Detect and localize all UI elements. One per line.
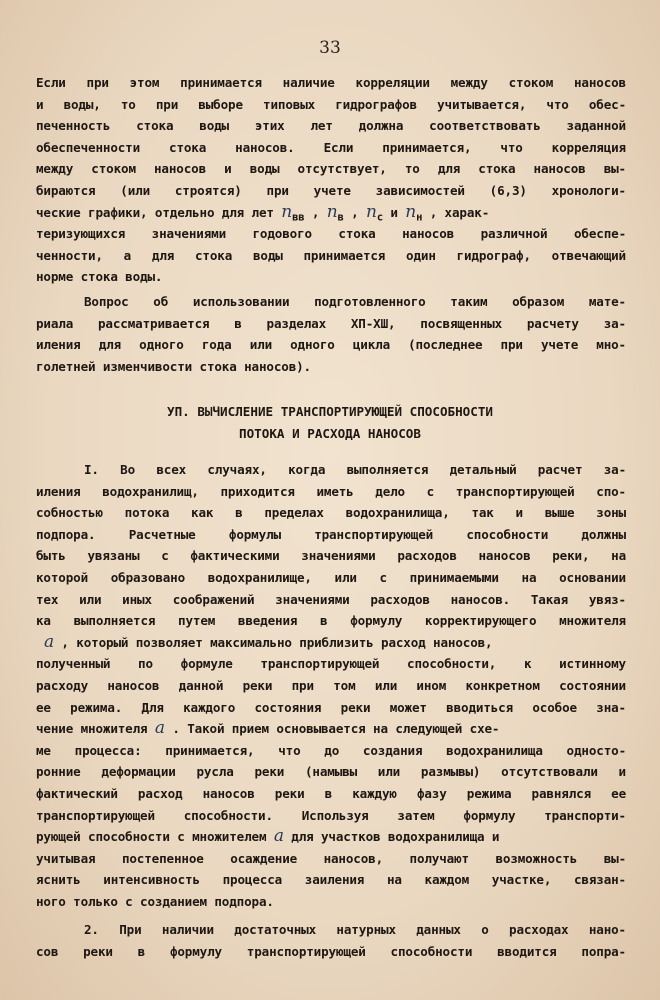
text-line: теризующихся значениями годового стока наносов различной обеспе- [36, 226, 626, 242]
text-line: Если при этом принимается наличие корреляции между стоком наносов [36, 75, 626, 90]
text-line: фактический расход наносов реки в каждую фазу режима равнялся ее [36, 785, 626, 801]
symbol-alpha: a [154, 718, 165, 739]
text-line-with-symbol [36, 826, 626, 848]
paragraph-correlation [36, 72, 626, 288]
text-fragment: , [343, 204, 366, 220]
section-heading [0, 401, 660, 445]
text-line: ме процесса: принимается, что до создания водохранилища односто- [36, 742, 626, 758]
text-fragment: . Такой прием основывается на следующей схе- [164, 721, 500, 737]
text-line: бираются (или строятся) при учете зависимостей (6,3) хронологи- [36, 182, 626, 198]
text-line: голетней изменчивости стока наносов). [36, 358, 311, 374]
text-line: расходу наносов данной реки при том или ином конкретном состоянии [36, 677, 626, 693]
text-line: обеспеченности стока наносов. Если принимается, что корреляция [36, 139, 626, 155]
text-line: учитывая постепенное осаждение наносов, получают возможность вы- [36, 850, 626, 866]
text-line: ченности, а для стока воды принимается один гидрограф, отвечающий [36, 247, 626, 263]
text-line: быть увязаны с фактическими значениями расходов наносов реки, на [36, 548, 626, 564]
text-fragment: чение множителя [36, 721, 155, 737]
text-line: тех или иных соображений значениями расходов наносов. Такая увяз- [36, 591, 626, 607]
text-fragment: рующей способности с множителем [36, 829, 274, 845]
text-fragment: , [304, 204, 327, 220]
text-fragment: ческие графики, отдельно для лет [36, 204, 282, 220]
paragraph-field-data [36, 919, 626, 962]
symbol-n: n [405, 201, 417, 222]
text-line: подпора. Расчетные формулы транспортирующей способности должны [36, 526, 626, 542]
text-line: иления для одного года или одного цикла (последнее при учете мно- [36, 337, 626, 353]
paragraph-transport-capacity [36, 459, 626, 912]
text-line: полученный по формуле транспортирующей способности, к истинному [36, 656, 626, 672]
text-line: ронние деформации русла реки (намывы или размывы) отсутствовали и [36, 764, 626, 780]
symbol-subscript: вв [292, 211, 305, 224]
heading-line: УП. ВЫЧИСЛЕНИЕ ТРАНСПОРТИРУЮЩЕЙ СПОСОБНОСТИ [166, 404, 494, 419]
text-line: I. Во всех случаях, когда выполняется детальный расчет за- [84, 462, 626, 477]
text-line: сов реки в формулу транспортирующей способности вводится попра- [36, 943, 626, 959]
text-line: ного только с созданием подпора. [36, 893, 274, 909]
text-line: печенность стока воды этих лет должна соответствовать заданной [36, 118, 626, 134]
text-line: иления водохранилищ, приходится иметь дело с транспортирующей спо- [36, 483, 626, 499]
page-number: 33 [319, 38, 341, 58]
symbol-subscript: в [337, 211, 344, 224]
symbol-alpha: a [273, 826, 284, 847]
text-line-with-symbols [36, 202, 626, 224]
text-fragment: и [382, 204, 406, 220]
text-line-with-symbol [36, 632, 626, 654]
symbol-n: n [281, 201, 293, 222]
text-line: ка выполняется путем введения в формулу корректирующего множителя [36, 613, 626, 629]
symbol-n: n [326, 201, 338, 222]
text-line: риала рассматривается в разделах ХП-ХШ, посвященных расчету за- [36, 315, 626, 331]
symbol-n: n [366, 201, 377, 222]
symbol-alpha: a [44, 631, 54, 652]
text-fragment: , харак- [422, 204, 490, 220]
text-line: которой образовано водохранилище, или с принимаемыми на основании [36, 569, 626, 585]
text-line: норме стока воды. [36, 269, 163, 285]
text-line: 2. При наличии достаточных натурных данных о расходах нано- [84, 922, 626, 937]
text-line: транспортирующей способности. Используя затем формулу транспорти- [36, 807, 626, 823]
text-fragment: для участков водохранилища и [283, 829, 500, 845]
symbol-subscript: н [416, 211, 423, 224]
text-line: яснить интенсивность процесса заиления на каждом участке, связан- [36, 872, 626, 888]
heading-line: ПОТОКА И РАСХОДА НАНОСОВ [239, 426, 421, 441]
text-line: Вопрос об использовании подготовленного таким образом мате- [84, 294, 626, 309]
text-fragment: , который позволяет максимально приблизить расход наносов, [54, 634, 493, 650]
text-line: между стоком наносов и воды отсутствует, то для стока наносов вы- [36, 161, 626, 177]
text-line-with-symbol [36, 718, 626, 740]
paragraph-material-usage [36, 291, 626, 377]
text-line: ее режима. Для каждого состояния реки может вводиться особое зна- [36, 699, 626, 715]
text-line: собностью потока как в пределах водохранилища, так и выше зоны [36, 505, 626, 521]
symbol-subscript: с [376, 211, 383, 224]
text-line: и воды, то при выборе типовых гидрографов учитывается, что обес- [36, 96, 626, 112]
